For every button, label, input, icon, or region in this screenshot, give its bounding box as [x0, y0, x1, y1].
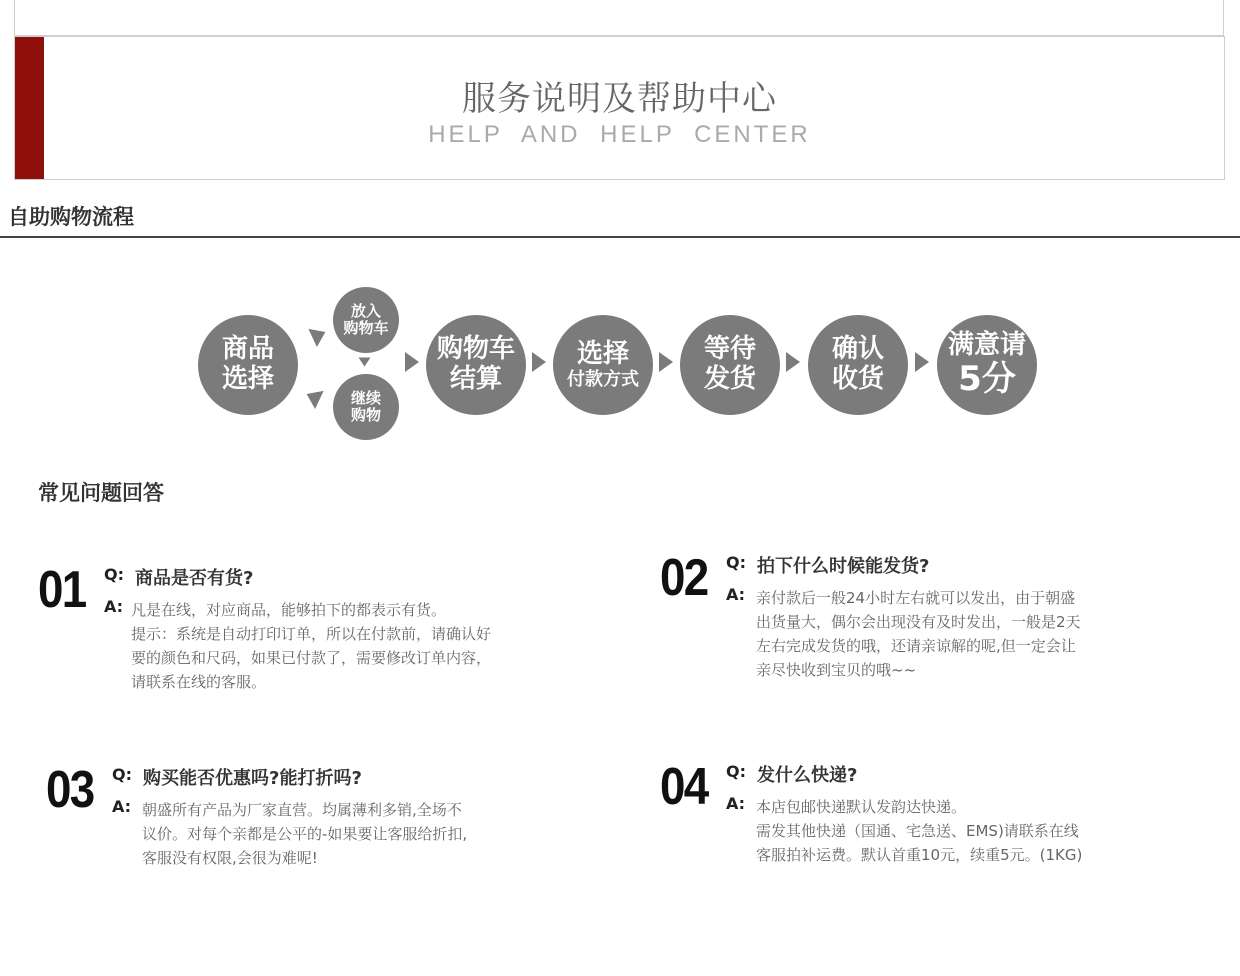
- faq-answer-line: 客服拍补运费。默认首重10元，续重5元。(1KG): [756, 846, 1083, 864]
- faq-question: 购买能否优惠吗?能打折吗?: [143, 768, 362, 789]
- arrow-icon: [359, 358, 371, 367]
- faq-answer-line: 本店包邮快递默认发韵达快递。: [756, 798, 967, 816]
- flow-step-label: 收货: [831, 364, 884, 394]
- faq-answer: [131, 598, 491, 694]
- flow-step-rate-five: [937, 315, 1037, 415]
- faq-number: 03: [46, 761, 94, 819]
- arrow-icon: [532, 352, 546, 372]
- faq-answer-line: 凡是在线，对应商品，能够拍下的都表示有货。: [131, 601, 447, 619]
- flow-step-label: 继续: [350, 388, 381, 407]
- faq-question: 发什么快递?: [757, 765, 858, 786]
- arrow-icon: [405, 352, 419, 372]
- faq-answer-line: 提示：系统是自动打印订单，所以在付款前，请确认好: [131, 625, 492, 643]
- flow-step-label: 5分: [958, 359, 1016, 400]
- flow-step-cart-checkout: [426, 315, 526, 415]
- question-label: Q:: [726, 553, 746, 572]
- flow-step-label: 满意请: [947, 329, 1026, 360]
- arrow-icon: [786, 352, 800, 372]
- faq-answer-line: 朝盛所有产品为厂家直营。均属薄利多销,全场不: [142, 801, 462, 819]
- faq-answer-line: 亲付款后一般24小时左右就可以发出，由于朝盛: [756, 589, 1076, 607]
- question-label: Q:: [104, 565, 124, 584]
- flow-step-label: 放入: [350, 301, 381, 320]
- faq-title: 常见问题回答: [38, 481, 164, 505]
- answer-label: A:: [726, 794, 746, 813]
- flow-step-select-product: [198, 315, 298, 415]
- flow-step-label: 付款方式: [567, 368, 639, 390]
- flow-step-label: 购物车: [436, 334, 515, 365]
- flow-step-choose-payment: [553, 315, 653, 415]
- flow-step-label: 商品: [221, 334, 274, 365]
- flow-step-label: 等待: [703, 334, 756, 365]
- faq-number: 04: [660, 758, 708, 816]
- faq-question: 拍下什么时候能发货?: [757, 556, 930, 577]
- flow-step-label: 发货: [703, 364, 756, 394]
- faq-answer-line: 请联系在线的客服。: [131, 673, 267, 691]
- faq-answer-line: 需发其他快递（国通、宅急送、EMS)请联系在线: [756, 822, 1079, 840]
- question-label: Q:: [726, 762, 746, 781]
- faq-answer-line: 议价。对每个亲都是公平的-如果要让客服给折扣,: [142, 825, 468, 843]
- arrow-icon: [308, 323, 329, 347]
- flow-step-label: 选择: [221, 364, 274, 394]
- arrow-icon: [659, 352, 673, 372]
- flow-step-add-to-cart: [333, 287, 399, 353]
- flow-step-continue-shopping: [333, 374, 399, 440]
- faq-number: 01: [38, 561, 86, 619]
- arrow-icon: [302, 385, 323, 409]
- faq-answer-line: 客服没有权限,会很为难呢!: [142, 849, 318, 867]
- answer-label: A:: [726, 585, 746, 604]
- flow-step-label: 购物: [350, 406, 381, 424]
- section-title: 自助购物流程: [8, 205, 134, 229]
- flow-step-label: 确认: [831, 334, 884, 365]
- faq-answer: [756, 795, 1082, 867]
- faq-answer-line: 要的颜色和尺码，如果已付款了，需要修改订单内容，: [131, 649, 492, 667]
- banner-title: 服务说明及帮助中心: [462, 79, 777, 119]
- flow-step-wait-shipping: [680, 315, 780, 415]
- faq-answer-line: 左右完成发货的哦，还请亲谅解的呢,但一定会让: [756, 637, 1076, 655]
- flow-step-confirm-receipt: [808, 315, 908, 415]
- faq-number: 02: [660, 549, 708, 607]
- flow-step-label: 结算: [449, 364, 502, 394]
- faq-answer-line: 亲尽快收到宝贝的哦~~: [756, 661, 917, 679]
- faq-answer: [756, 586, 1081, 682]
- answer-label: A:: [112, 797, 132, 816]
- faq-answer-line: 出货量大，偶尔会出现没有及时发出，一般是2天: [756, 613, 1081, 631]
- faq-answer: [142, 798, 467, 870]
- arrow-icon: [915, 352, 929, 372]
- flow-step-label: 选择: [576, 338, 629, 369]
- banner-subtitle: HELP AND HELP CENTER: [428, 121, 811, 148]
- answer-label: A:: [104, 597, 124, 616]
- faq-question: 商品是否有货?: [135, 568, 254, 589]
- question-label: Q:: [112, 765, 132, 784]
- flow-step-label: 购物车: [343, 319, 389, 337]
